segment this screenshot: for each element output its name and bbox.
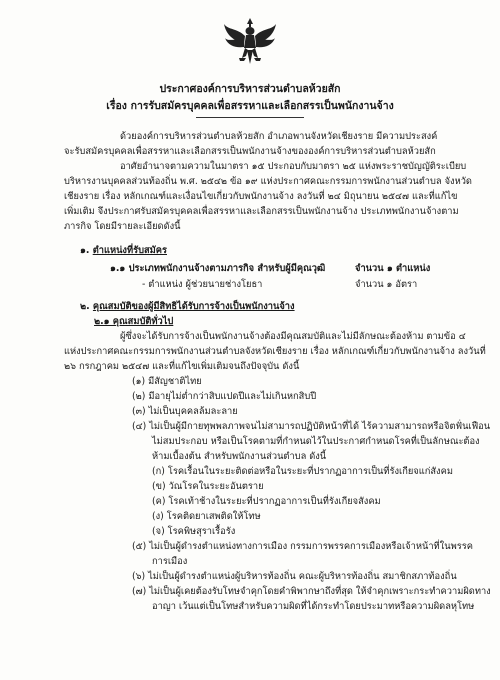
section2-1-line: ๒๖ กรกฎาคม ๒๕๔๗ และที่แก้ไขเพิ่มเติมจนถึงปัจจุบัน ดังนี้: [64, 361, 300, 372]
section1-heading: [80, 244, 167, 259]
title-divider: [196, 117, 304, 118]
intro-line: เพิ่มเติม จึงประกาศรับสมัครบุคคลเพื่อสรรหาและเลือกสรรเป็นพนักงานจ้าง ประเภทพนักงานจ้างตาม: [64, 206, 459, 217]
section2-1-title: ๒.๑ คุณสมบัติทั่วไป: [94, 316, 174, 327]
list-item-continued: ห้ามเบื้องต้น สำหรับพนักงานส่วนตำบล ดังนี้: [152, 451, 327, 462]
section2-1-line: แห่งประกาศคณะกรรมการพนักงานส่วนตำบลจังหวัดเชียงราย เรื่อง หลักเกณฑ์เกี่ยวกับพนักงานจ้าง ลงวันที่: [64, 346, 486, 357]
section2-heading: [80, 300, 295, 315]
intro-line: บริหารงานบุคคลส่วนท้องถิ่น พ.ศ. ๒๕๔๒ ข้อ ๑๙ แห่งประกาศคณะกรรมการพนักงานส่วนตำบล จังหวัด: [64, 176, 472, 187]
intro-line: อาศัยอำนาจตามความในมาตรา ๑๕ ประกอบกับมาตรา ๒๕ แห่งพระราชบัญญัติระเบียบ: [120, 161, 467, 172]
intro-line: ด้วยองค์การบริหารส่วนตำบลห้วยสัก อำเภอพานจังหวัดเชียงราย มีความประสงค์: [120, 131, 438, 142]
section2-number: ๒.: [80, 301, 90, 312]
intro-line: จะรับสมัครบุคคลเพื่อสรรหาและเลือกสรรเป็นพนักงานจ้างขององค์การบริหารส่วนตำบลห้วยสัก: [64, 146, 436, 157]
sub-list-item: (ง) โรคติดยาเสพติดให้โทษ: [152, 511, 261, 522]
intro-line: ภารกิจ โดยมีรายละเอียดดังนี้: [64, 221, 181, 232]
sub-list-item: (ก) โรคเรื้อนในระยะติดต่อหรือในระยะที่ปรากฏอาการเป็นที่รังเกียจแก่สังคม: [152, 466, 453, 477]
section2-1-line: ผู้ซึ่งจะได้รับการจ้างเป็นพนักงานจ้างต้องมีคุณสมบัติและไม่มีลักษณะต้องห้าม ตามข้อ ๔: [120, 331, 466, 342]
list-item: (๖) ไม่เป็นผู้ดำรงตำแหน่งผู้บริหารท้องถิ่น คณะผู้บริหารท้องถิ่น สมาชิกสภาท้องถิ่น: [132, 571, 457, 582]
garuda-emblem-icon: [222, 14, 278, 70]
sub-list-item: (จ) โรคพิษสุราเรื้อรัง: [152, 526, 236, 537]
sub-list-item: (ข) วัณโรคในระยะอันตราย: [152, 481, 264, 492]
document-title: ประกาศองค์การบริหารส่วนตำบลห้วยสัก: [159, 83, 341, 95]
position-name: - ตำแหน่ง ผู้ช่วยนายช่างโยธา: [142, 279, 263, 290]
list-item-continued: ไม่สมประกอบ หรือเป็นโรคตามที่กำหนดไว้ในประกาศกำหนดโรคที่เป็นลักษณะต้อง: [152, 436, 480, 447]
section1-title: ตำแหน่งที่รับสมัคร: [92, 245, 167, 256]
intro-line: เชียงราย เรื่อง หลักเกณฑ์และเงื่อนไขเกี่ยวกับพนักงานจ้าง ลงวันที่ ๒๔ มิถุนายน ๒๕๔๗ และที่แก้ไข: [64, 191, 458, 202]
section2-title: คุณสมบัติของผู้มีสิทธิได้รับการจ้างเป็นพนักงานจ้าง: [92, 301, 295, 312]
list-item: (๗) ไม่เป็นผู้เคยต้องรับโทษจำคุกโดยคำพิพากษาถึงที่สุด ให้จำคุกเพราะกระทำความผิดทาง: [132, 586, 491, 597]
list-item: (๔) ไม่เป็นผู้มีกายทุพพลภาพจนไม่สามารถปฏิบัติหน้าที่ได้ ไร้ความสามารถหรือจิตฟั่นเฟือน: [132, 421, 491, 432]
position-count: จำนวน ๑ อัตรา: [355, 279, 418, 290]
document-subject: เรื่อง การรับสมัครบุคคลเพื่อสรรหาและเลือกสรรเป็นพนักงานจ้าง: [106, 100, 394, 112]
list-item: (๑) มีสัญชาติไทย: [132, 376, 202, 387]
section1-1-count: จำนวน ๑ ตำแหน่ง: [355, 263, 431, 274]
section1-1-item: ๑.๑ ประเภทพนักงานจ้างตามภารกิจ สำหรับผู้มีคุณวุฒิ: [110, 263, 326, 274]
list-item: (๓) ไม่เป็นบุคคลล้มละลาย: [132, 406, 238, 417]
section1-number: ๑.: [80, 245, 90, 256]
sub-list-item: (ค) โรคเท้าช้างในระยะที่ปรากฏอาการเป็นที่รังเกียจสังคม: [152, 496, 381, 507]
list-item: (๒) มีอายุไม่ต่ำกว่าสิบแปดปีและไม่เกินหกสิบปี: [132, 391, 317, 402]
list-item-continued: การเมือง: [152, 556, 188, 567]
list-item: (๕) ไม่เป็นผู้ดำรงตำแหน่งทางการเมือง กรรมการพรรคการเมืองหรือเจ้าหน้าที่ในพรรค: [132, 541, 473, 552]
list-item-continued: อาญา เว้นแต่เป็นโทษสำหรับความผิดที่ได้กระทำโดยประมาทหรือความผิดลหุโทษ: [152, 601, 475, 612]
